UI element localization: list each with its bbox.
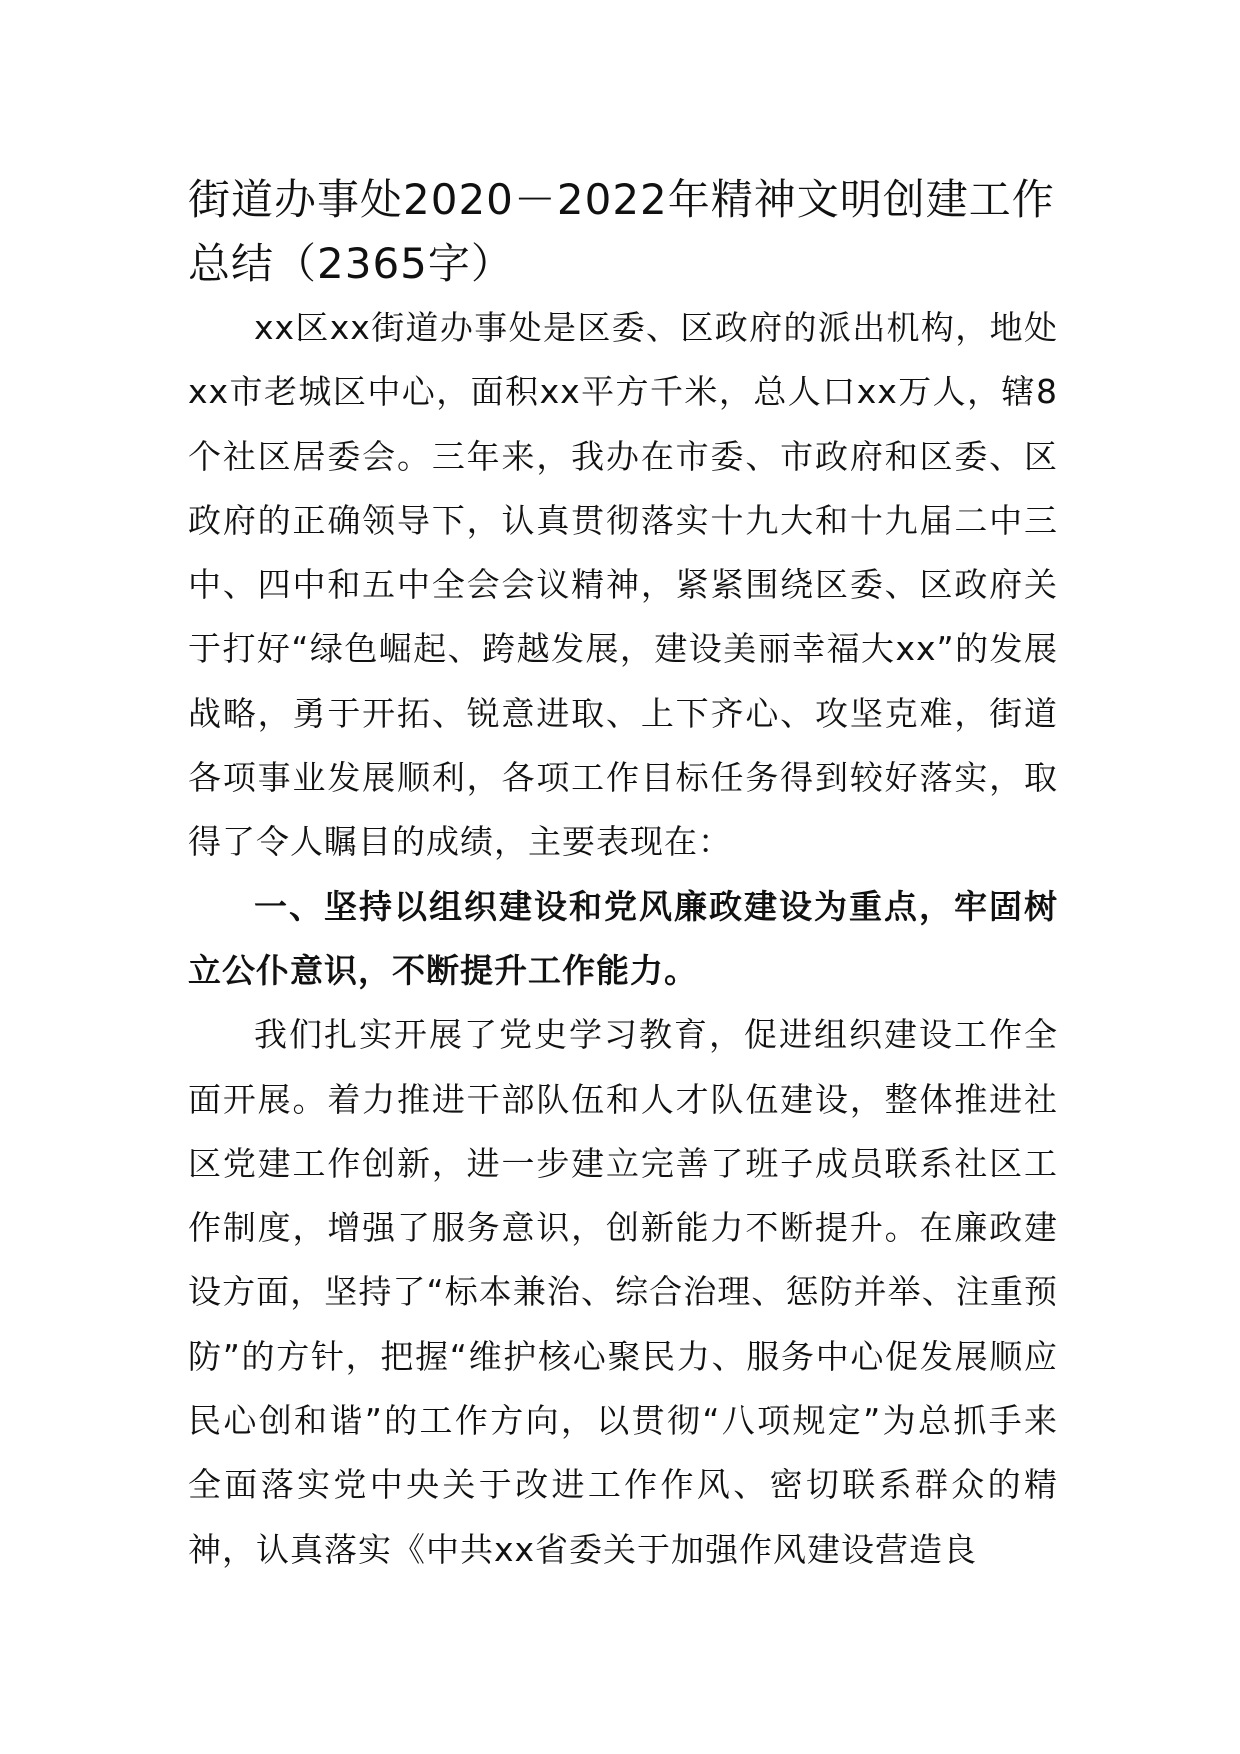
body-paragraph-organization: 我们扎实开展了党史学习教育，促进组织建设工作全面开展。着力推进干部队伍和人才队伍建设，整体推进社区党建工作创新，进一步建立完善了班子成员联系社区工作制度，增强了服务意识，创新能力不断提升。在廉政建设方面，坚持了“标本兼治、综合治理、惩防并举、注重预防”的方针，把握“维护核心聚民力、服务中心促发展顺应民心创和谐”的工作方向，以贯彻“八项规定”为总抓手来全面落实党中央关于改进工作作风、密切联系群众的精神，认真落实《中共xx省委关于加强作风建设营造良 xyxy=(188,1015,1058,1569)
section-heading-one: 一、坚持以组织建设和党风廉政建设为重点，牢固树立公仆意识，不断提升工作能力。 xyxy=(188,886,1058,990)
document-title: 街道办事处2020－2022年精神文明创建工作总结（2365字） xyxy=(188,175,1055,288)
document-page xyxy=(188,168,1058,1582)
body-paragraph-intro: xx区xx街道办事处是区委、区政府的派出机构，地处xx市老城区中心，面积xx平方千米，总人口xx万人，辖8个社区居委会。三年来，我办在市委、市政府和区委、区政府的正确领导下，认真贯彻落实十九大和十九届二中三中、四中和五中全会会议精神，紧紧围绕区委、区政府关于打好“绿色崛起、跨越发展，建设美丽幸福大xx”的发展战略，勇于开拓、锐意进取、上下齐心、攻坚克难，街道各项事业发展顺利，各项工作目标任务得到较好落实，取得了令人瞩目的成绩，主要表现在： xyxy=(188,308,1058,862)
